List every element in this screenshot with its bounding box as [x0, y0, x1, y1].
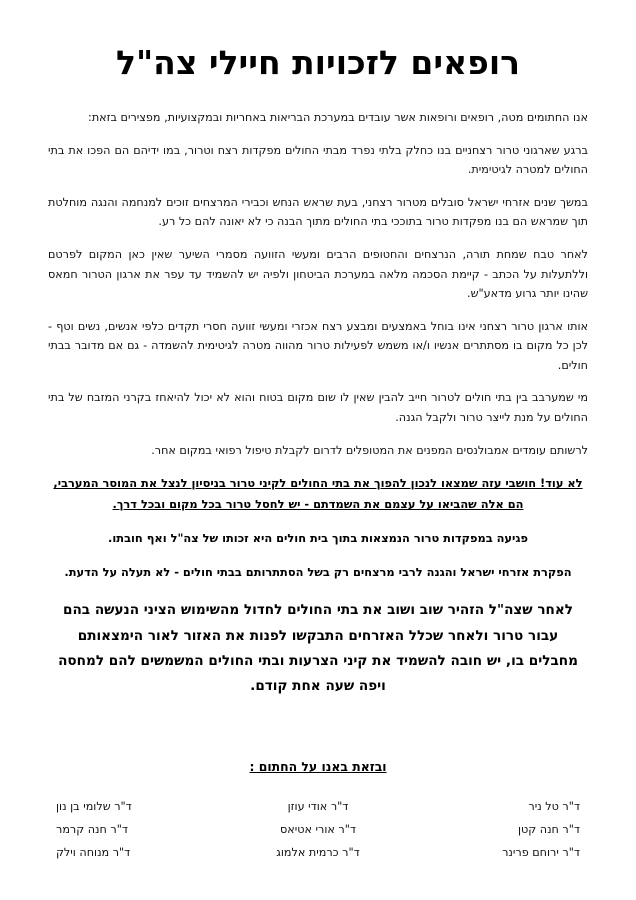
paragraph-6: מי שמערבב בין בתי חולים לטרור חייב להבין שאין לו שום מקום בטוח והוא לא יכול להיאחז בקרני המזבח של בתי החולים על מנת לייצר טרור ולקבל הגנה. [48, 391, 588, 425]
signer-name: ד"ר כרמית אלמוג [276, 845, 360, 859]
signer-name: ד"ר חנה קטן [517, 822, 580, 836]
signer-name: ד"ר אודי עוזן [287, 799, 349, 813]
signer-name: ד"ר שלומי בן נון [56, 799, 132, 813]
signer-name: ד"ר מנוחה וילק [56, 845, 131, 859]
paragraph-2: ברגע שארגוני טרור רצחניים בנו כחלק בלתי נפרד מבתי החולים מפקדות רצח וטרור, במו ידיהם הם הפכו את בתי החולים למטרה לגיטימית. [48, 143, 588, 177]
paragraph-3: במשך שנים אזרחי ישראל סובלים מטרור רצחני, בעת שראש הנחש וכבירי המרצחים זוכים למנחמה והנגה מוחלטת תוך שמראש הם בנו מפקדות טרור בתוככי בתי החולים מתוך הבנה כי לא יאונה להם כל רע. [48, 195, 588, 229]
paragraph-10-emphasis: הפקרת אזרחי ישראל והגנה לרבי מרצחים רק בשל הסתתרותם בבתי חולים - לא תעלה על הדעת. [64, 564, 572, 579]
signer-name: ד"ר חנה קרמר [56, 822, 128, 836]
page-title: רופאים לזכויות חיילי צה"ל [115, 43, 521, 82]
signatures-list [56, 800, 580, 859]
paragraph-11-conclusion: לאחר שצה"ל הזהיר שוב ושוב את בתי החולים לחדול מהשימוש הציני הנעשה בהם עבור טרור ולאחר שכלל האזרחים התבקשו לפנות את האזור לאור הימצאותם מחבלים בו, יש חובה להשמיד את קיני הצרעות ובתי החולים המשמשים להם למחסה ויפה שעה אחת קודם. [58, 602, 578, 694]
paragraph-7: לרשותם עומדים אמבולנסים המפנים את המטופלים לדרום לקבלת טיפול רפואי במקום אחר. [151, 443, 588, 457]
signature-column-left [56, 800, 206, 859]
signature-column-right [430, 800, 580, 859]
signer-name: ד"ר ירוחם פרינר [502, 845, 580, 859]
signer-name: ד"ר טל ניר [528, 799, 580, 813]
document-body [48, 108, 588, 699]
paragraph-5: אותו ארגון טרור רצחני אינו בוחל באמצעים ומבצע רצח אכזרי ומעשי זוועה חסרי תקדים כלפי אנשים, נשים וטף - לכן כל מקום בו מסתתרים אנשיו ו/או משמש לפעילות טרור מהווה מטרה לגיטימית להשמדה - גם אם מדובר בבתי חולים. [48, 319, 588, 372]
paragraph-4: לאחר טבח שמחת תורה, הנרצחים והחטופים הרבים ומעשי הזוועה מסמרי השיער שאין כאן המקום לפרטם וללתעלות על הכתב - קיימת הסכמה מלאה במערכת הביטחון ולפיה יש להשמיד עד עפר את ארגון הטרור חמאס שהינו יותר גרוע מדאע"ש. [48, 247, 588, 301]
paragraph-9-emphasis: פגיעה במפקדות טרור הנמצאות בתוך בית חולים היא זכותו של צה"ל ואף חובתו. [108, 531, 528, 546]
signature-heading: ובזאת באנו על החתום : [249, 758, 387, 774]
signer-name: ד"ר אורי אטיאס [280, 822, 356, 836]
paragraph-8-emphasis: לא עוד! חושבי עזה שמצאו לנכון להפוך את בתי החולים לקיני טרור בניסיון לנצל את המוסר המערבי, הם אלה שהביאו על עצמם את השמדתם - יש לחסל טרור בכל מקום ובכל דרך. [53, 476, 583, 511]
signature-column-middle [243, 800, 393, 859]
paragraph-1: אנו החתומים מטה, רופאים ורופאות אשר עובדים במערכת הבריאות באחריות ובמקצועיות, מפצירים בזאת: [88, 110, 588, 124]
